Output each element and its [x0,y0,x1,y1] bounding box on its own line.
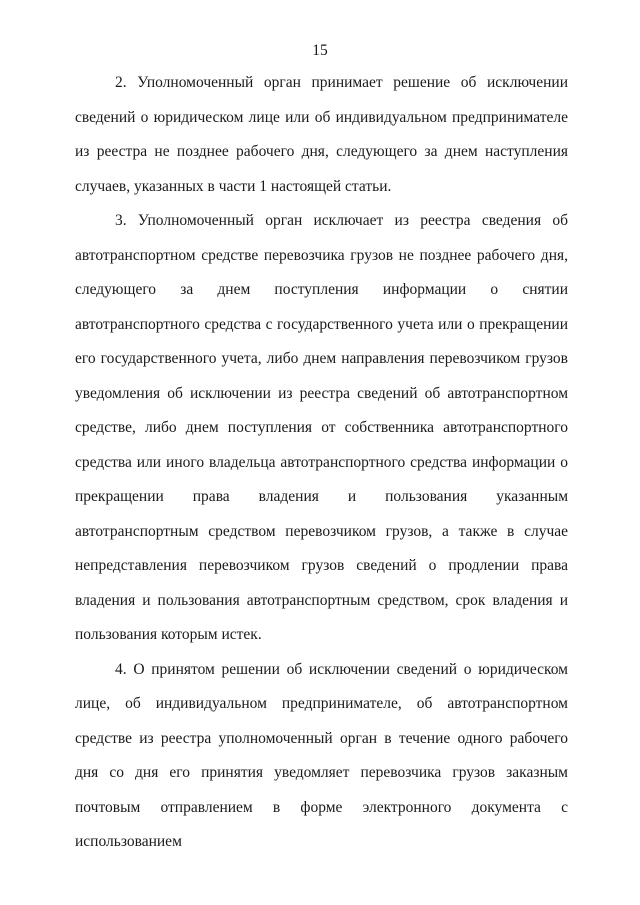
paragraph-2: 2. Уполномоченный орган принимает решение об исключении сведений о юридическом лице или об индивидуальном предпринимателе из реестра не позднее рабочего дня, следующего за днем наступления случаев, указанных в части 1 настоящей статьи. [75,74,568,195]
paragraph-4: 4. О принятом решении об исключении сведений о юридическом лице, об индивидуальном предпринимателе, об автотранспортном средстве из реестра уполномоченный орган в течение одного рабочего дня со дня его принятия уведомляет перевозчика грузов заказным почтовым отправлением в форме электронного документа с использованием [75,660,568,850]
page-number: 15 [312,42,328,59]
paragraph-3: 3. Уполномоченный орган исключает из реестра сведения об автотранспортном средстве перевозчика грузов не позднее рабочего дня, следующего за днем поступления информации о снятии автотранспортного средства с государственного учета или о прекращении его государственного учета, либо днем направления перевозчиком грузов уведомления об исключении из реестра сведений об автотранспортном средстве, либо днем поступления от собственника автотранспортного средства или иного владельца автотранспортного средства информации о прекращении права владения и пользования указанным автотранспортным средством перевозчиком грузов, а также в случае непредставления перевозчиком грузов сведений о продлении права владения и пользования автотранспортным средством, срок владения и пользования которым истек. [75,212,568,643]
document-body [75,66,568,860]
